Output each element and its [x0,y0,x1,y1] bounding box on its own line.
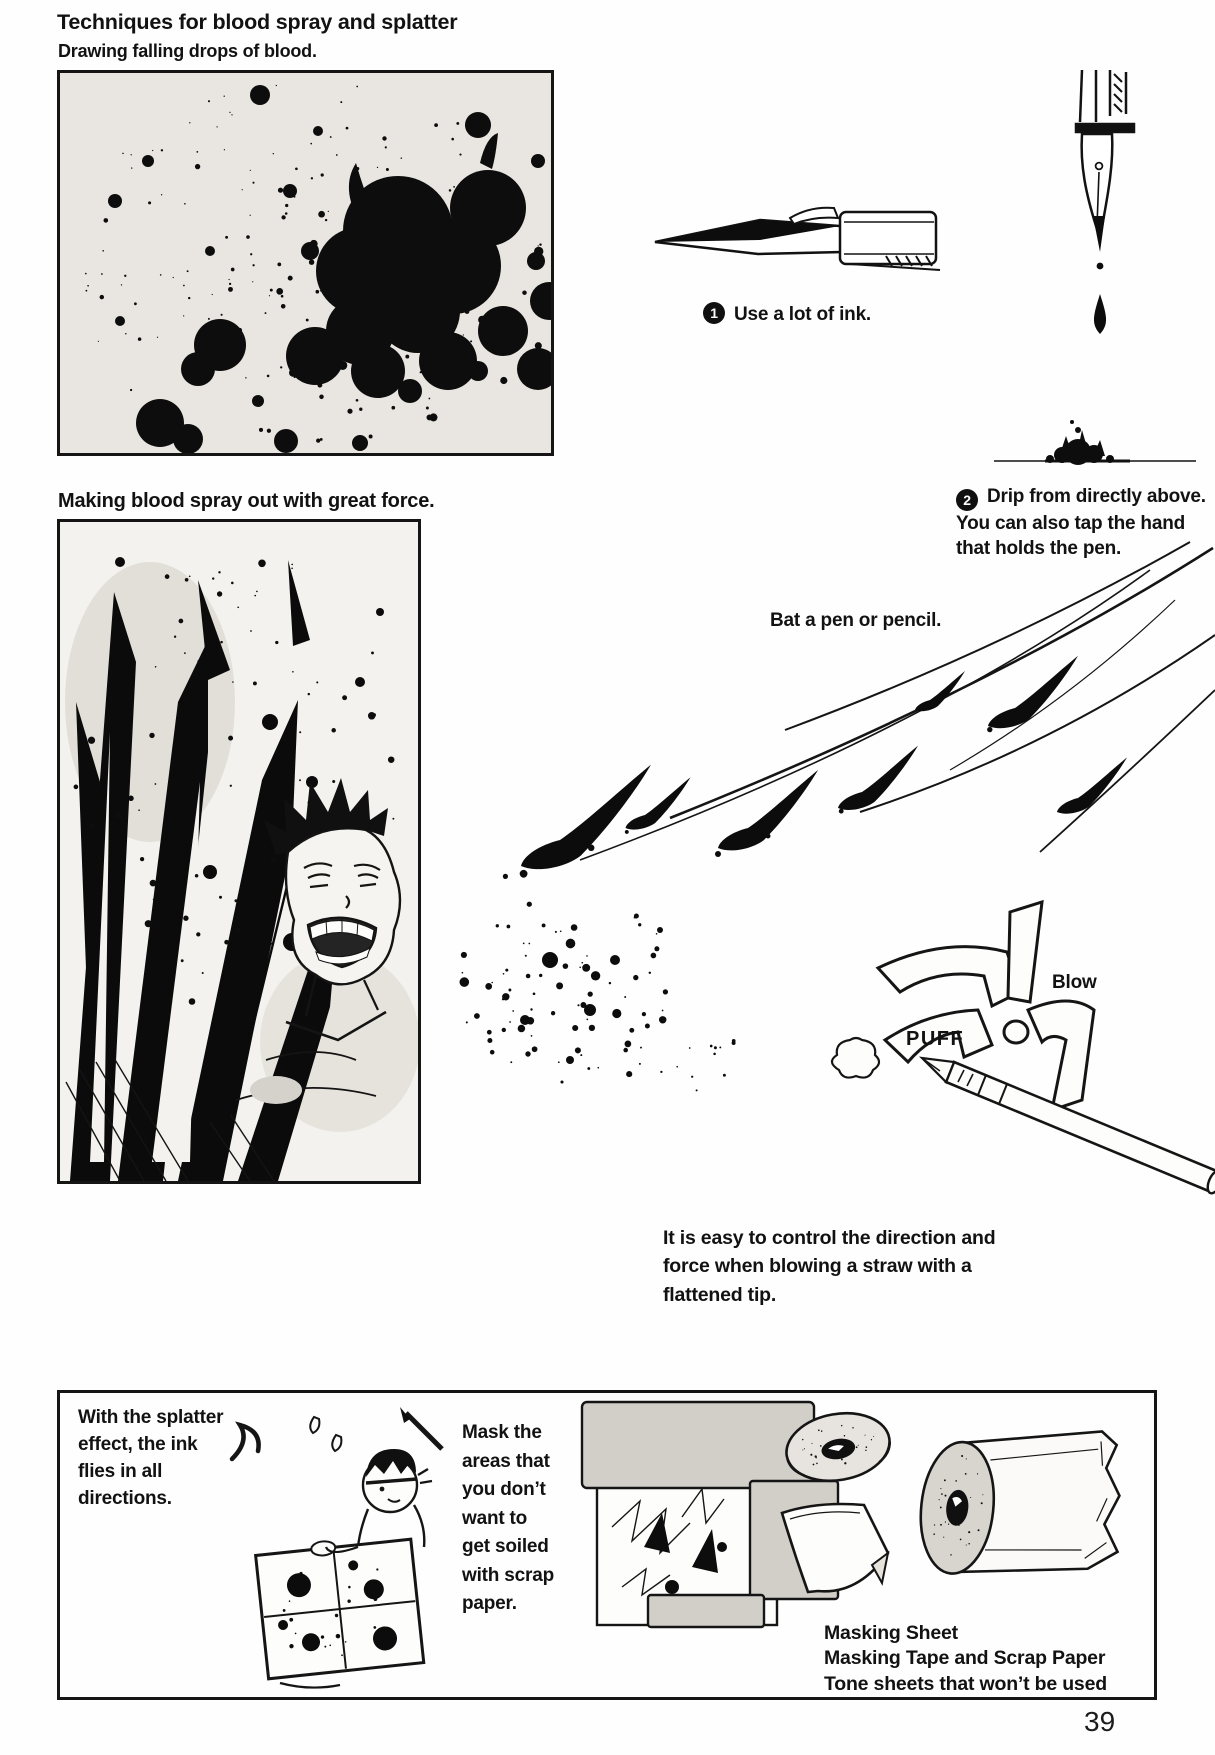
materials-line-3: Tone sheets that won’t be used [824,1672,1107,1695]
section-falling-drops-heading: Drawing falling drops of blood. [58,41,317,61]
step2-text: Drip from directly above. You can also tap the hand that holds the pen. [956,486,1206,560]
section-spray-heading: Making blood spray out with great force. [58,490,435,512]
step1-number-badge: 1 [703,302,725,324]
materials-line-1: Masking Sheet [824,1622,958,1644]
step-use-ink [703,302,871,327]
puff-cloud [832,1038,879,1078]
masking-tape-roll [781,1405,895,1488]
splatter-streaks [503,656,1127,879]
dripping-pen-illustration [1030,66,1160,376]
paper-roll [915,1414,1130,1591]
ink-splat-illustration [990,418,1200,470]
blood-spray-art [60,522,418,1181]
materials-line-2: Masking Tape and Scrap Paper [824,1647,1106,1670]
cartoon-artist-illustration [210,1397,480,1695]
bat-caption: Bat a pen or pencil. [770,610,942,631]
exclamation-bar [1008,902,1042,1002]
pen-knife-illustration [640,200,950,295]
materials-caption [824,1621,1107,1697]
spray-motion-illustration [430,540,1215,1220]
masking-materials-illustration [776,1395,1176,1621]
blow-label: Blow [1052,972,1097,993]
step1-text: Use a lot of ink. [734,304,872,325]
masking-tips-box [57,1390,1157,1700]
step2-number-badge: 2 [956,489,978,511]
page-title: Techniques for blood spray and splatter [57,10,458,34]
mask-note: Mask the areas that you don’t want to get soiled with scrap paper. [462,1422,554,1614]
straw-caption: It is easy to control the direction and force when blowing a straw with a flattened tip. [663,1227,996,1306]
splatter-note: With the splatter effect, the ink flies in all directions. [78,1407,224,1509]
splatter-dot-cloud [460,902,736,1092]
ink-splatter-illustration [60,73,551,453]
step-drip-above [956,484,1215,561]
blood-spray-panel [57,519,421,1184]
exclamation-dot [1004,1021,1028,1043]
puff-label: PUFF [906,1028,965,1050]
page-number: 39 [1084,1706,1116,1737]
splatter-sample-panel [57,70,554,456]
